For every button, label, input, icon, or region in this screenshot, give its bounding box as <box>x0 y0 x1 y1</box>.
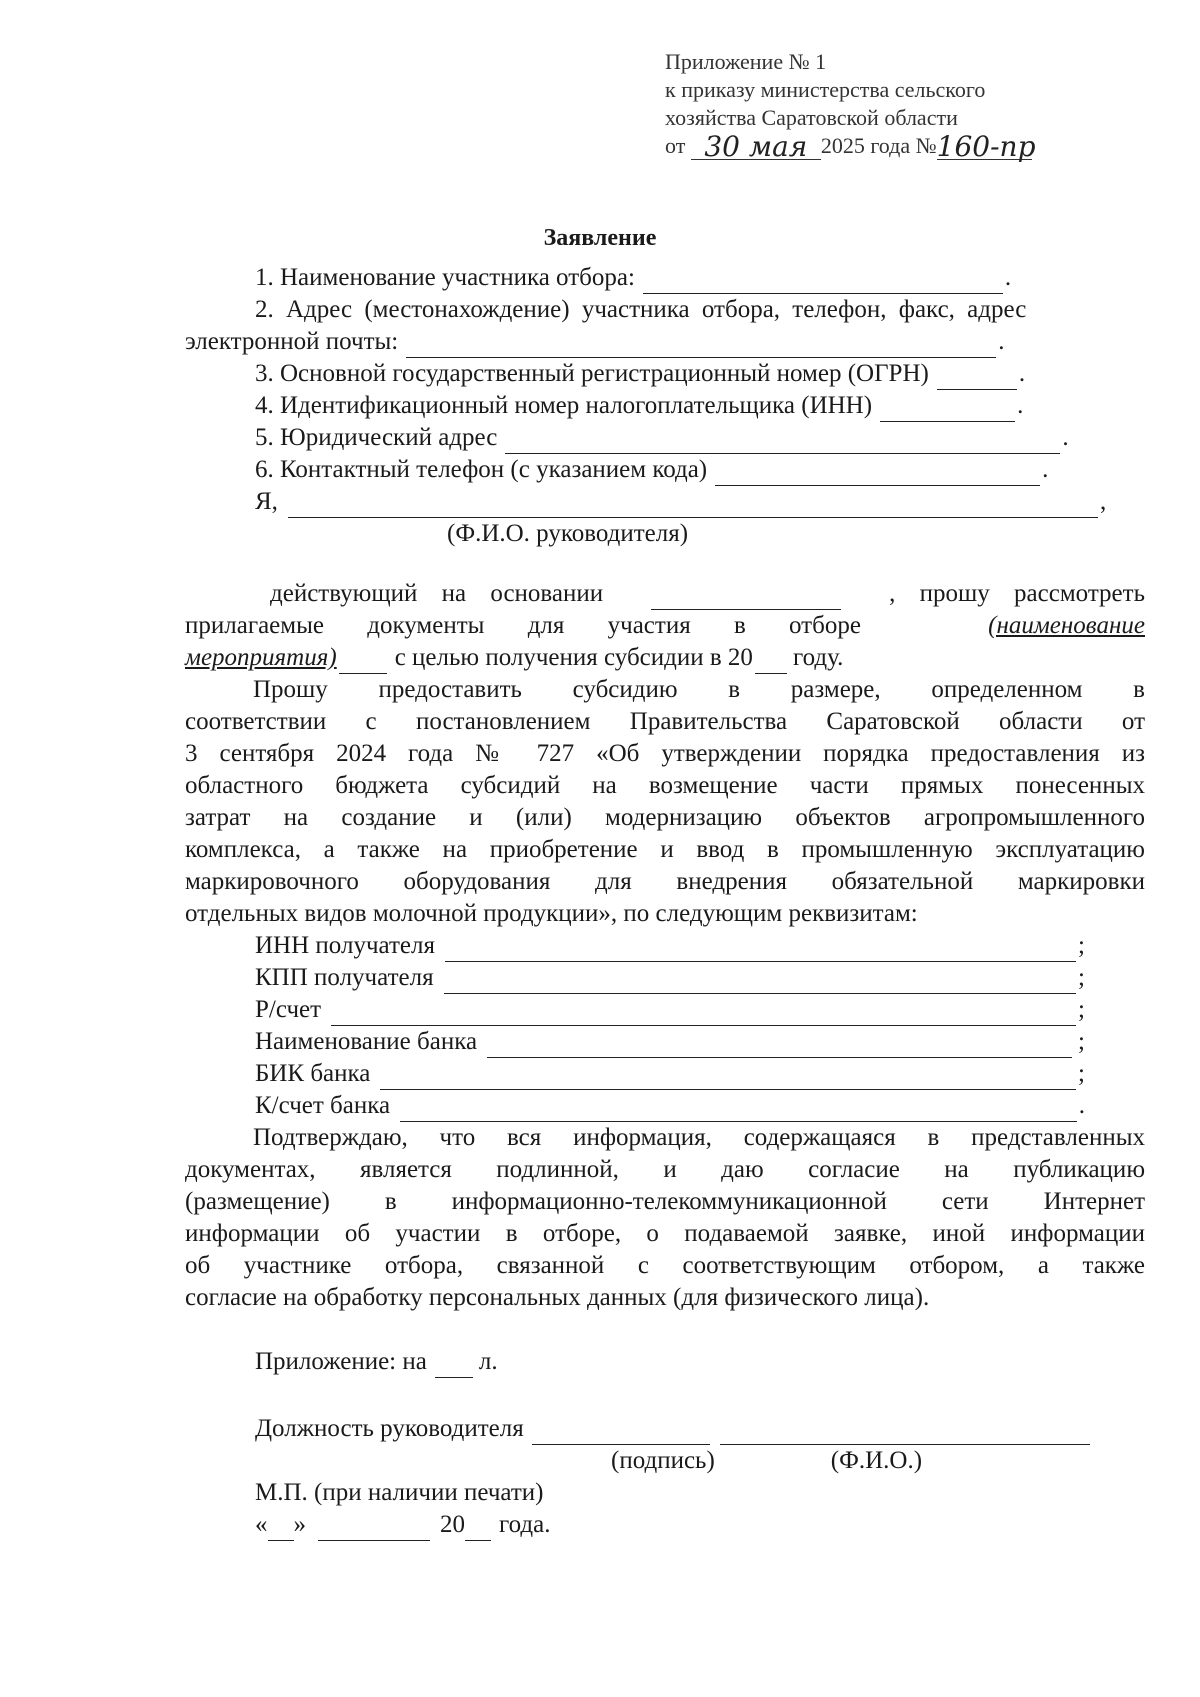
field-label: 1. Наименование участника отбора: <box>255 264 635 291</box>
fio-hint: (Ф.И.О.) <box>830 1447 923 1474</box>
fill-blank[interactable] <box>406 335 996 358</box>
confirm-line: согласие на обработку персональных данных (для физического лица). <box>185 1284 930 1311</box>
fill-blank[interactable] <box>651 587 841 610</box>
confirm-paragraph <box>185 1122 1145 1314</box>
bank-ks: К/счет банка . <box>185 1090 1085 1122</box>
field-email: электронной почты: . <box>185 326 1145 358</box>
fill-blank[interactable] <box>715 463 1040 486</box>
fill-blank[interactable] <box>288 495 1098 518</box>
stamp-note: М.П. (при наличии печати) <box>255 1479 544 1506</box>
request-line-3: мероприятия) с целью получения субсидии в 20 году. <box>185 642 1145 674</box>
subsidy-line: маркировочного оборудования для внедрения обязательной маркировки <box>185 868 1145 895</box>
field-legal-address: 5. Юридический адрес . <box>185 422 1145 454</box>
fill-blank[interactable] <box>339 651 387 674</box>
annex-line-3: хозяйства Саратовской области <box>665 105 958 130</box>
annex-header <box>665 48 1036 163</box>
month-blank[interactable] <box>318 1518 430 1541</box>
subsidy-line: соответствии с постановлением Правительства Саратовской области от <box>185 708 1145 735</box>
date-line: « » 20 года. <box>255 1509 1145 1541</box>
sign-hint: (подпись) <box>611 1447 715 1474</box>
confirm-line: (размещение) в информационно-телекоммуникационной сети Интернет <box>185 1188 1145 1215</box>
fill-blank[interactable] <box>435 1355 473 1378</box>
annex-line-1: Приложение № 1 <box>665 49 827 74</box>
subsidy-line: затрат на создание и (или) модернизацию объектов агропромышленного <box>185 804 1145 831</box>
day-blank[interactable] <box>268 1518 294 1541</box>
field-phone: 6. Контактный телефон (с указанием кода) . <box>185 454 1145 486</box>
field-participant-name: 1. Наименование участника отбора: . <box>185 262 1145 294</box>
handwritten-date: 30 мая <box>691 135 821 160</box>
field-label: 6. Контактный телефон (с указанием кода) <box>255 456 708 483</box>
fill-blank[interactable] <box>755 651 787 674</box>
request-paragraph <box>185 578 1145 674</box>
bank-name: Наименование банка ; <box>185 1026 1085 1058</box>
subsidy-line: отдельных видов молочной продукции», по следующим реквизитам: <box>185 900 918 927</box>
confirm-line: информации об участии в отборе, о подаваемой заявке, иной информации <box>185 1220 1145 1247</box>
annex-date-line <box>665 130 1036 163</box>
confirm-line: документах, является подлинной, и даю согласие на публикацию <box>185 1156 1145 1183</box>
fill-blank[interactable] <box>331 1003 1076 1026</box>
fill-blank[interactable] <box>505 431 1060 454</box>
signature-block <box>185 1413 1145 1541</box>
subsidy-line: Прошу предоставить субсидию в размере, определенном в <box>253 676 1145 703</box>
field-head-name: Я, , <box>185 486 1145 518</box>
fill-blank[interactable] <box>444 971 1076 994</box>
signature-hints <box>255 1445 1145 1477</box>
subsidy-paragraph <box>185 674 1145 930</box>
fio-blank[interactable] <box>720 1422 1090 1445</box>
fill-blank[interactable] <box>380 1067 1076 1090</box>
subsidy-line: областного бюджета субсидий на возмещение части прямых понесенных <box>185 772 1145 799</box>
bank-inn: ИНН получателя ; <box>185 930 1085 962</box>
signature-blank[interactable] <box>532 1422 710 1445</box>
attachment-line: Приложение: на л. <box>185 1346 1145 1378</box>
fill-blank[interactable] <box>937 367 1017 390</box>
field-label: электронной почты: <box>185 328 399 355</box>
confirm-line: об участнике отбора, связанной с соответствующим отбором, а также <box>185 1252 1145 1279</box>
annex-date-prefix: от <box>665 133 686 158</box>
field-label: 5. Юридический адрес <box>255 424 498 451</box>
request-line-2: прилагаемые документы для участия в отборе (наименование <box>185 612 1145 639</box>
field-ogrn: 3. Основной государственный регистрационный номер (ОГРН) . <box>185 358 1145 390</box>
fill-blank[interactable] <box>487 1035 1072 1058</box>
bank-bik: БИК банка ; <box>185 1058 1085 1090</box>
applicant-fields <box>185 262 1145 550</box>
fill-blank[interactable] <box>880 399 1015 422</box>
request-line-1: действующий на основании , прошу рассмотреть <box>185 578 1145 610</box>
confirm-line: Подтверждаю, что вся информация, содержащаяся в представленных <box>253 1124 1145 1151</box>
annex-line-2: к приказу министерства сельского <box>665 77 986 102</box>
bank-rs: Р/счет ; <box>185 994 1085 1026</box>
subsidy-line: 3 сентября 2024 года № 727 «Об утверждении порядка предоставления из <box>185 740 1145 767</box>
field-label: 2. Адрес (местонахождение) участника отбора, телефон, факс, адрес <box>255 296 1027 323</box>
fill-blank[interactable] <box>400 1099 1077 1122</box>
year-blank[interactable] <box>465 1518 491 1541</box>
fill-blank[interactable] <box>643 271 1003 294</box>
document-title: Заявление <box>543 225 657 251</box>
fio-hint: (Ф.И.О. руководителя) <box>447 520 689 547</box>
field-address <box>185 294 1145 326</box>
subsidy-line: комплекса, а также на приобретение и ввод в промышленную эксплуатацию <box>185 836 1145 863</box>
field-inn: 4. Идентификационный номер налогоплательщика (ИНН) . <box>185 390 1145 422</box>
annex-year: 2025 года № <box>820 133 937 158</box>
field-label: 3. Основной государственный регистрационный номер (ОГРН) <box>255 360 929 387</box>
fill-blank[interactable] <box>445 939 1076 962</box>
bank-details <box>185 930 1085 1122</box>
bank-kpp: КПП получателя ; <box>185 962 1085 994</box>
handwritten-order-number: 160-пр <box>936 130 1036 163</box>
signature-row: Должность руководителя <box>255 1413 1145 1445</box>
field-label: 4. Идентификационный номер налогоплательщика (ИНН) <box>255 392 873 419</box>
field-label: Я, <box>255 488 278 515</box>
